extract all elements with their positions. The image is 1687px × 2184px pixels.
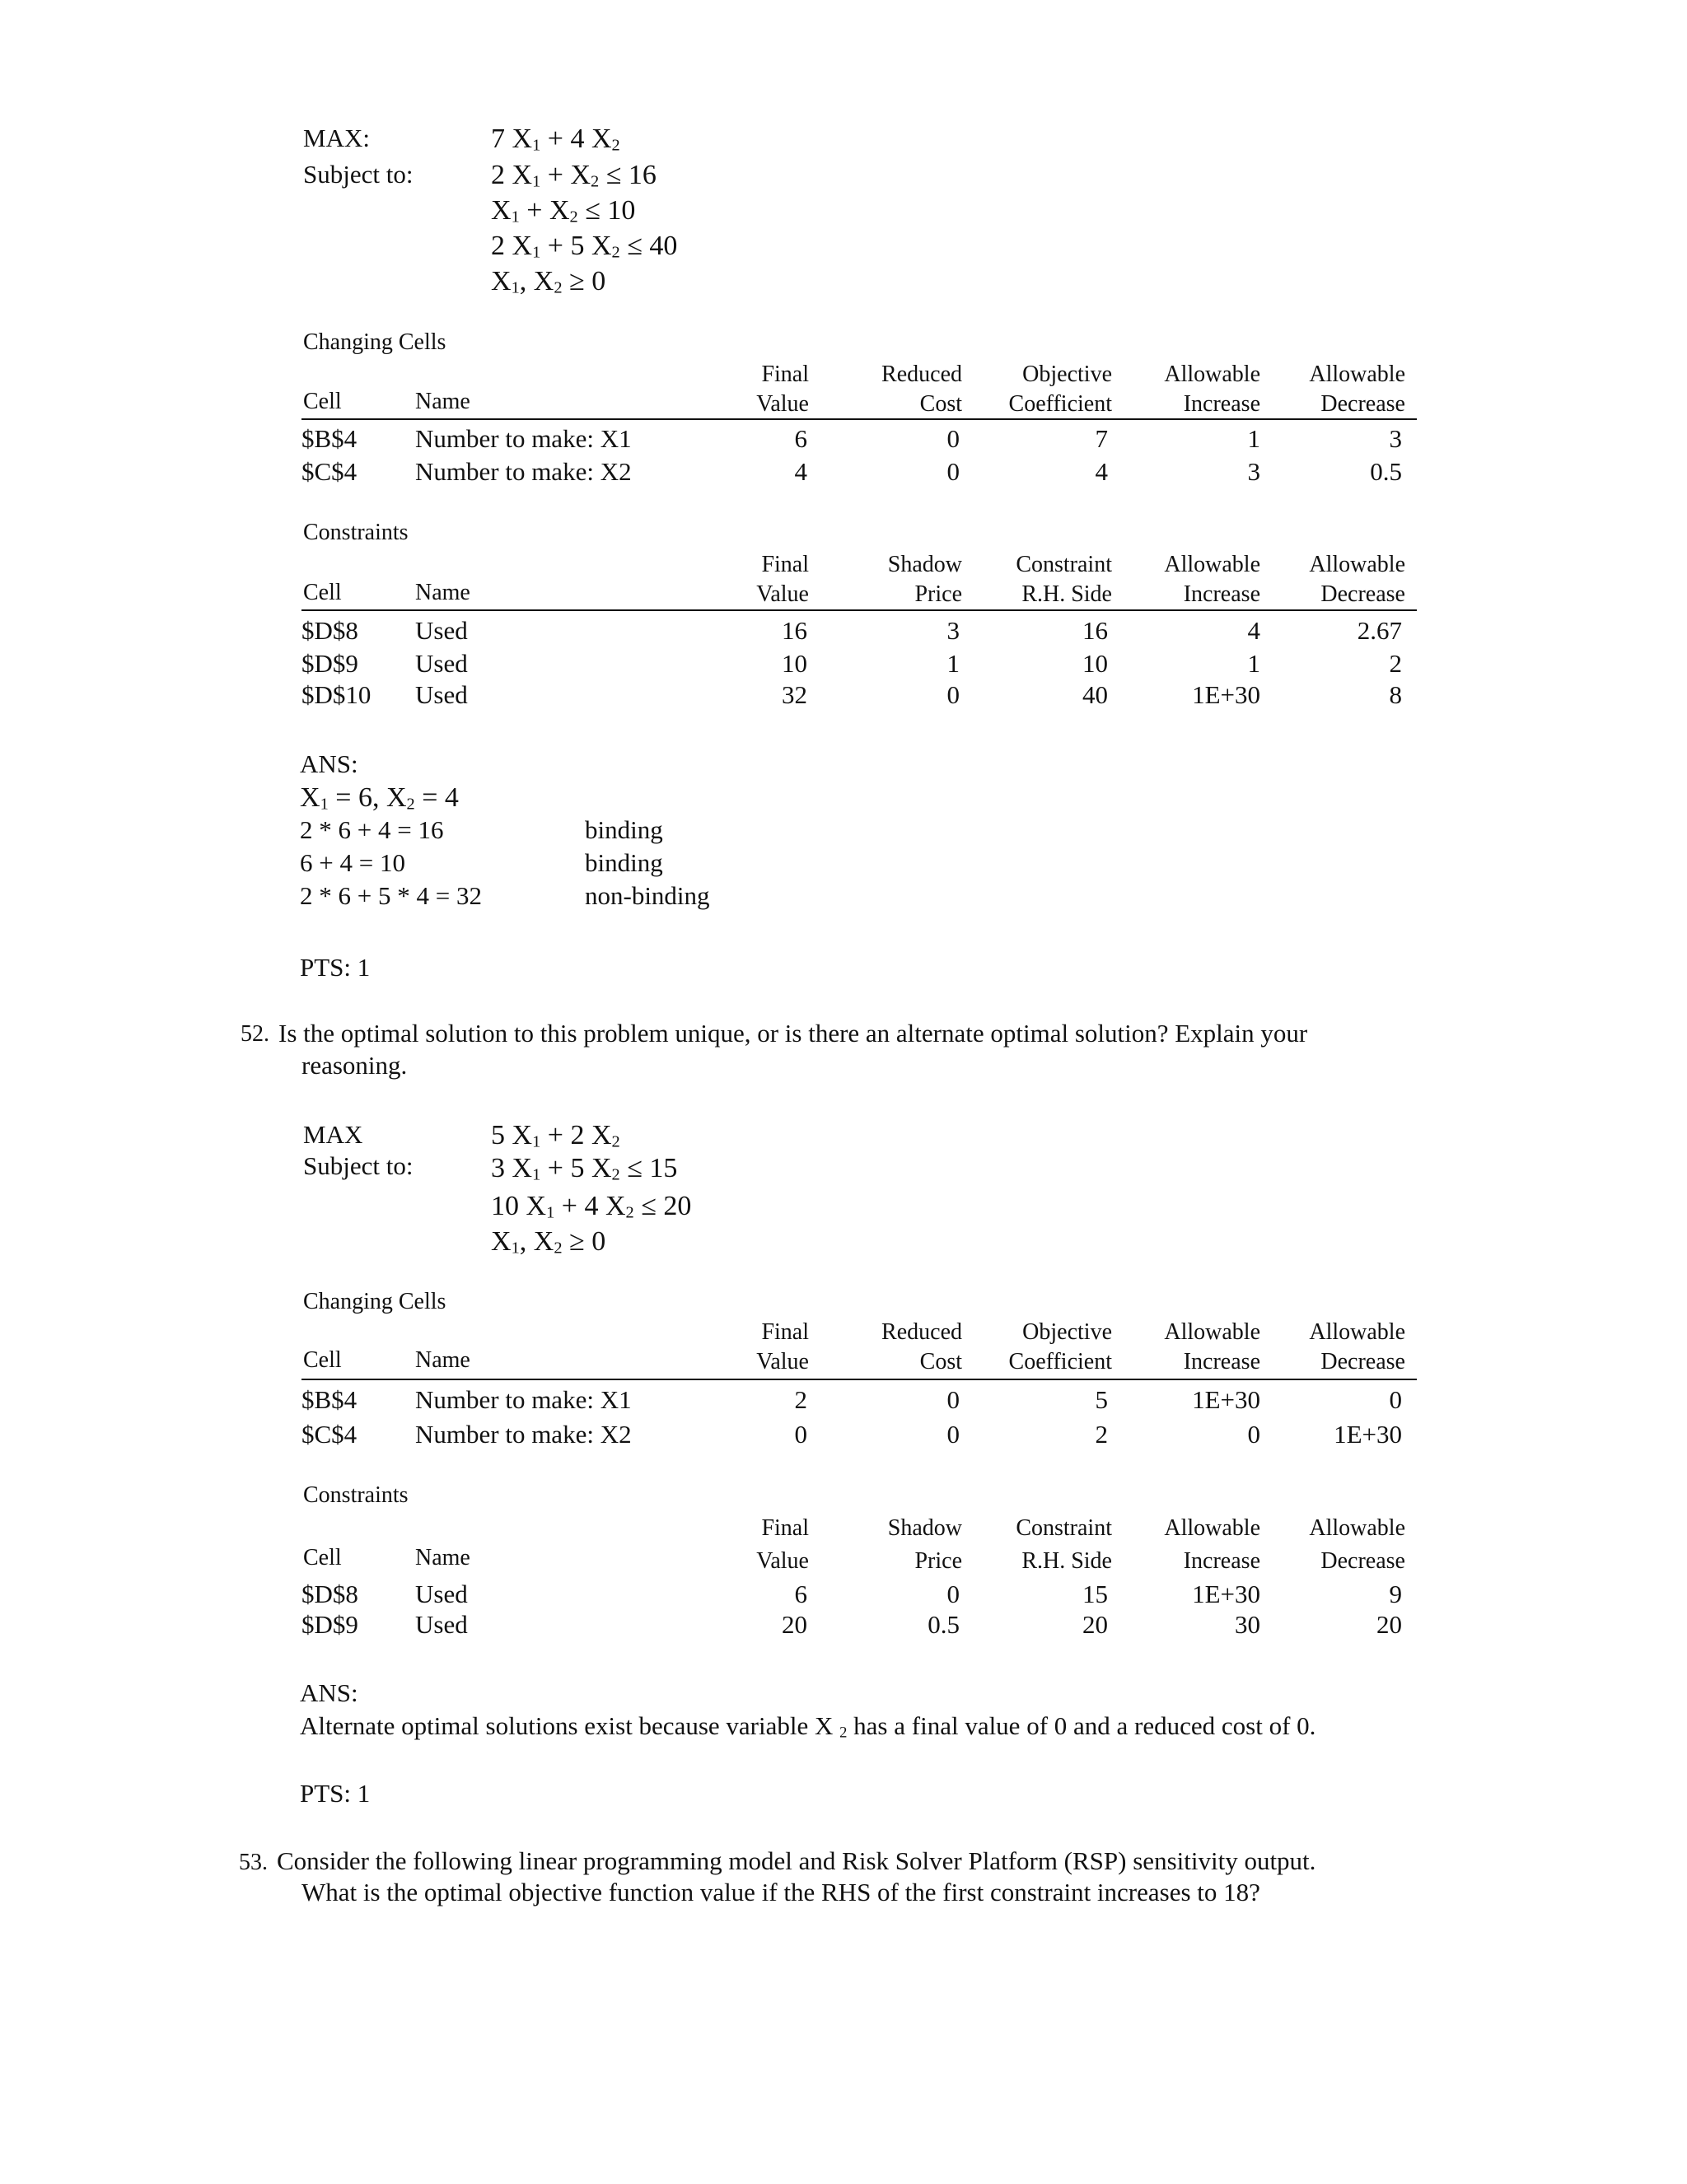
col-final-value: Final Value [756, 1515, 809, 1574]
row-constraint-rhs: 15 [1082, 1580, 1108, 1608]
text-run: ≥ 0 [562, 266, 606, 296]
text-run: ≤ 10 [577, 195, 636, 226]
subscript: 2 [611, 1132, 620, 1151]
row-name: Used [415, 1580, 468, 1608]
text-run: + 5 X [540, 231, 612, 261]
row-allowable-decrease: 9 [1389, 1580, 1402, 1608]
row-constraint-rhs: 16 [1082, 616, 1108, 645]
col-shadow-price: Shadow Price [887, 552, 962, 607]
row-allowable-decrease: 0 [1389, 1385, 1402, 1414]
col-constraint-rhs: Constraint R.H. Side [1016, 1515, 1112, 1574]
col-allowable-increase: Allowable Increase [1164, 552, 1260, 607]
max-label: MAX: [303, 124, 370, 152]
points: PTS: 1 [300, 953, 371, 982]
table-title: Changing Cells [303, 1289, 446, 1314]
header-rule [301, 418, 1417, 420]
subscript: 1 [511, 278, 520, 297]
col-objective-coefficient: Objective Coefficient [1008, 362, 1112, 417]
header-rule [301, 1379, 1417, 1380]
row-cell: $D$8 [301, 616, 358, 645]
text-run: + 4 X [540, 124, 612, 154]
max-label: MAX [303, 1120, 363, 1149]
row-final-value: 6 [794, 424, 807, 453]
subscript: 1 [532, 243, 541, 262]
subscript: 1 [532, 1165, 541, 1184]
answer-text [300, 1711, 1315, 1742]
row-cell: $D$9 [301, 649, 358, 678]
row-final-value: 0 [794, 1420, 807, 1449]
row-final-value: 20 [782, 1610, 807, 1639]
subscript: 2 [554, 1239, 563, 1258]
row-final-value: 32 [782, 680, 807, 709]
row-name: Number to make: X2 [415, 1420, 632, 1449]
row-reduced-cost: 0 [946, 457, 960, 486]
nonnegativity [491, 266, 605, 298]
subscript: 2 [611, 1165, 620, 1184]
question-number: 53. [239, 1850, 268, 1875]
row-allowable-increase: 0 [1247, 1420, 1260, 1449]
subscript: 1 [511, 208, 520, 226]
col-name: Name [415, 389, 470, 414]
row-cell: $D$8 [301, 1580, 358, 1608]
col-name: Name [415, 1347, 470, 1373]
subscript: 2 [625, 1203, 634, 1222]
answer-note-3: non-binding [585, 881, 710, 910]
answer-label: ANS: [300, 1678, 358, 1707]
table-title: Constraints [303, 1482, 409, 1508]
subscript: 1 [532, 172, 541, 191]
col-allowable-decrease: Allowable Decrease [1309, 362, 1405, 417]
col-final-value: Final Value [756, 1319, 809, 1374]
row-shadow-price: 0 [946, 680, 960, 709]
subscript: 2 [569, 208, 578, 226]
row-name: Used [415, 1610, 468, 1639]
table-title: Changing Cells [303, 329, 446, 355]
text-run: ≤ 40 [619, 231, 678, 261]
row-cell: $B$4 [301, 1385, 357, 1414]
row-final-value: 10 [782, 649, 807, 678]
row-objective-coefficient: 7 [1095, 424, 1108, 453]
row-shadow-price: 3 [946, 616, 960, 645]
text-run: 10 X [491, 1191, 547, 1221]
subscript: 2 [591, 172, 600, 191]
text-run: = 4 [414, 782, 459, 813]
row-allowable-increase: 1E+30 [1192, 1385, 1260, 1414]
subject-to-label: Subject to: [303, 160, 414, 189]
row-constraint-rhs: 10 [1082, 649, 1108, 678]
text-run: + 5 X [540, 1153, 612, 1183]
question-number: 52. [241, 1021, 269, 1047]
col-allowable-increase: Allowable Increase [1164, 362, 1260, 417]
text-run: has a final value of 0 and a reduced cost of 0. [847, 1711, 1316, 1740]
col-constraint-rhs: Constraint R.H. Side [1016, 552, 1112, 607]
row-constraint-rhs: 40 [1082, 680, 1108, 709]
row-allowable-increase: 30 [1235, 1610, 1260, 1639]
answer-label: ANS: [300, 749, 358, 778]
subscript: 1 [532, 1132, 541, 1151]
text-run: Alternate optimal solutions exist because variable X [300, 1711, 840, 1740]
row-final-value: 16 [782, 616, 807, 645]
col-name: Name [415, 580, 470, 605]
subscript: 1 [511, 1239, 520, 1258]
row-reduced-cost: 0 [946, 424, 960, 453]
text-run: 2 X [491, 231, 533, 261]
subscript: 1 [532, 136, 541, 155]
col-allowable-decrease: Allowable Decrease [1309, 1319, 1405, 1374]
answer-check-3: 2 * 6 + 5 * 4 = 32 [300, 881, 482, 910]
text-run: , X [519, 1226, 554, 1257]
row-cell: $D$9 [301, 1610, 358, 1639]
row-allowable-decrease: 3 [1389, 424, 1402, 453]
subscript: 2 [839, 1724, 848, 1742]
row-cell: $C$4 [301, 1420, 357, 1449]
row-cell: $B$4 [301, 424, 357, 453]
row-allowable-increase: 1 [1247, 424, 1260, 453]
answer-check-1: 2 * 6 + 4 = 16 [300, 815, 444, 844]
text-run: + X [519, 195, 570, 226]
row-allowable-decrease: 2.67 [1357, 616, 1402, 645]
text-run: 3 X [491, 1153, 533, 1183]
question-text-line-1: Consider the following linear programming model and Risk Solver Platform (RSP) sensitivity output. [277, 1846, 1316, 1875]
col-cell: Cell [303, 580, 342, 605]
text-run: X [300, 782, 320, 813]
question-text-line-2: reasoning. [301, 1051, 408, 1080]
text-run: 5 X [491, 1120, 533, 1150]
col-allowable-increase: Allowable Increase [1164, 1319, 1260, 1374]
subscript: 1 [320, 795, 329, 814]
question-text-line-2: What is the optimal objective function value if the RHS of the first constraint increases to 18? [301, 1878, 1260, 1906]
row-allowable-decrease: 2 [1389, 649, 1402, 678]
text-run: X [491, 266, 512, 296]
row-name: Number to make: X2 [415, 457, 632, 486]
col-shadow-price: Shadow Price [887, 1515, 962, 1574]
row-cell: $D$10 [301, 680, 372, 709]
constraint-1 [491, 1153, 677, 1185]
row-allowable-increase: 1E+30 [1192, 680, 1260, 709]
col-objective-coefficient: Objective Coefficient [1008, 1319, 1112, 1374]
text-run: 2 X [491, 160, 533, 190]
col-allowable-decrease: Allowable Decrease [1309, 1515, 1405, 1574]
row-shadow-price: 0 [946, 1580, 960, 1608]
text-run: ≥ 0 [562, 1226, 606, 1257]
answer-check-2: 6 + 4 = 10 [300, 848, 405, 877]
row-final-value: 6 [794, 1580, 807, 1608]
answer-note-1: binding [585, 815, 663, 844]
row-objective-coefficient: 4 [1095, 457, 1108, 486]
points: PTS: 1 [300, 1779, 371, 1808]
table-title: Constraints [303, 520, 409, 545]
col-reduced-cost: Reduced Cost [881, 1319, 962, 1374]
header-rule [301, 609, 1417, 611]
subscript: 2 [406, 795, 415, 814]
col-allowable-increase: Allowable Increase [1164, 1515, 1260, 1574]
row-final-value: 2 [794, 1385, 807, 1414]
constraint-2 [491, 1191, 691, 1223]
col-final-value: Final Value [756, 552, 809, 607]
col-final-value: Final Value [756, 362, 809, 417]
col-name: Name [415, 1545, 470, 1570]
row-objective-coefficient: 5 [1095, 1385, 1108, 1414]
text-run: ≤ 20 [633, 1191, 692, 1221]
row-allowable-increase: 4 [1247, 616, 1260, 645]
row-reduced-cost: 0 [946, 1420, 960, 1449]
subject-to-label: Subject to: [303, 1151, 414, 1180]
col-cell: Cell [303, 1545, 342, 1570]
subscript: 1 [546, 1203, 555, 1222]
row-shadow-price: 1 [946, 649, 960, 678]
col-cell: Cell [303, 1347, 342, 1373]
row-name: Used [415, 649, 468, 678]
row-allowable-increase: 1E+30 [1192, 1580, 1260, 1608]
objective-function [491, 124, 620, 156]
row-cell: $C$4 [301, 457, 357, 486]
answer-note-2: binding [585, 848, 663, 877]
row-name: Used [415, 616, 468, 645]
text-run: X [491, 1226, 512, 1257]
text-run: X [491, 195, 512, 226]
constraint-1 [491, 160, 657, 192]
text-run: + 4 X [554, 1191, 626, 1221]
row-allowable-decrease: 1E+30 [1334, 1420, 1402, 1449]
col-reduced-cost: Reduced Cost [881, 362, 962, 417]
col-allowable-decrease: Allowable Decrease [1309, 552, 1405, 607]
row-reduced-cost: 0 [946, 1385, 960, 1414]
nonnegativity [491, 1226, 605, 1258]
row-allowable-decrease: 8 [1389, 680, 1402, 709]
row-allowable-decrease: 0.5 [1370, 457, 1402, 486]
row-allowable-decrease: 20 [1376, 1610, 1402, 1639]
row-name: Used [415, 680, 468, 709]
text-run: 7 X [491, 124, 533, 154]
constraint-3 [491, 231, 677, 263]
row-shadow-price: 0.5 [928, 1610, 960, 1639]
row-constraint-rhs: 20 [1082, 1610, 1108, 1639]
row-final-value: 4 [794, 457, 807, 486]
text-run: ≤ 16 [599, 160, 657, 190]
row-allowable-increase: 1 [1247, 649, 1260, 678]
col-cell: Cell [303, 389, 342, 414]
subscript: 2 [611, 136, 620, 155]
answer-solution [300, 782, 459, 814]
question-text-line-1: Is the optimal solution to this problem unique, or is there an alternate optimal solution? Explain your [278, 1019, 1308, 1048]
text-run: = 6, X [328, 782, 407, 813]
text-run: , X [519, 266, 554, 296]
text-run: + 2 X [540, 1120, 612, 1150]
objective-function [491, 1120, 620, 1152]
row-name: Number to make: X1 [415, 424, 632, 453]
text-run: + X [540, 160, 591, 190]
subscript: 2 [554, 278, 563, 297]
row-allowable-increase: 3 [1247, 457, 1260, 486]
constraint-2 [491, 195, 635, 227]
text-run: ≤ 15 [619, 1153, 678, 1183]
subscript: 2 [611, 243, 620, 262]
row-objective-coefficient: 2 [1095, 1420, 1108, 1449]
row-name: Number to make: X1 [415, 1385, 632, 1414]
